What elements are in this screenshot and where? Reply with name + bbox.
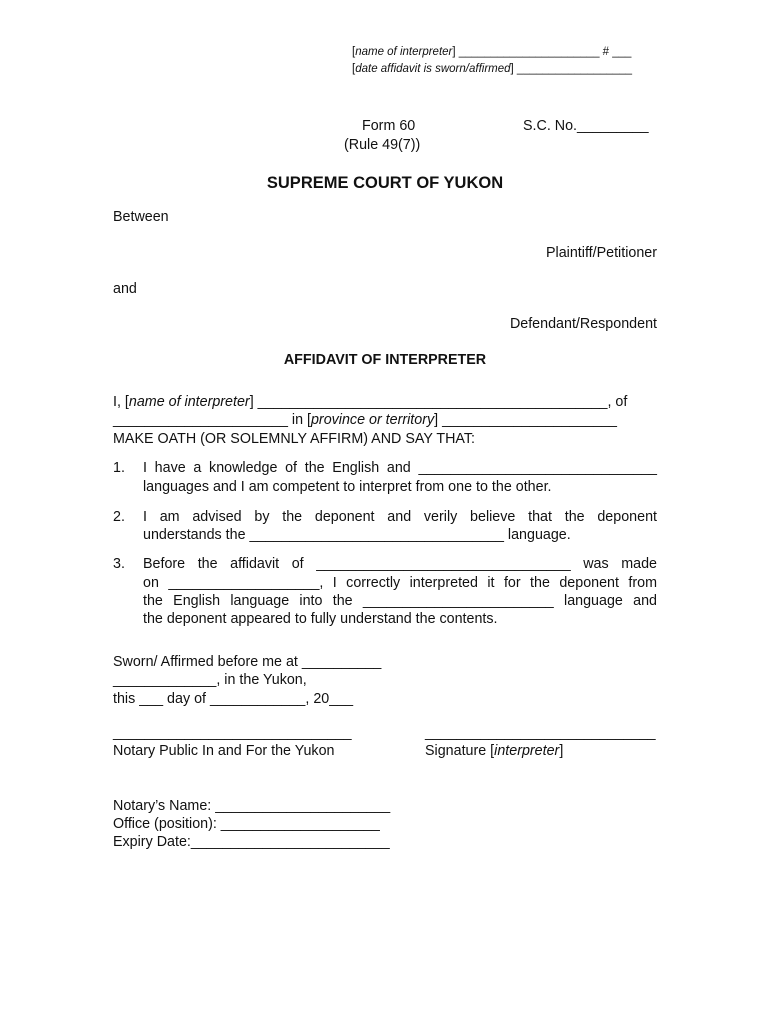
header-date-line: [date affidavit is sworn/affirmed] __________________ bbox=[352, 63, 633, 75]
item-3-line-2[interactable]: on ___________________, I correctly interpreted it for the deponent from bbox=[143, 575, 657, 591]
notary-name-field[interactable]: Notary’s Name: ______________________ bbox=[113, 798, 391, 814]
office-position-field[interactable]: Office (position): ____________________ bbox=[113, 816, 380, 832]
interpreter-signature-prefix: Signature [ bbox=[425, 743, 495, 759]
item-1-line-1[interactable]: I have a knowledge of the English and ______________________________ bbox=[143, 460, 657, 476]
item-2-line-2[interactable]: understands the ________________________________ language. bbox=[143, 527, 571, 543]
notary-signature-line[interactable]: ______________________________ bbox=[113, 725, 352, 741]
sworn-line-3[interactable]: this ___ day of ____________, 20___ bbox=[113, 691, 354, 707]
expiry-date-field[interactable]: Expiry Date:_________________________ bbox=[113, 834, 390, 850]
notary-signature-label: Notary Public In and For the Yukon bbox=[113, 743, 335, 759]
header-date-blank[interactable]: __________________ bbox=[516, 63, 633, 75]
sworn-line-2[interactable]: _____________, in the Yukon, bbox=[113, 672, 307, 688]
interpreter-signature-label-row bbox=[425, 743, 563, 759]
sc-number-field[interactable]: S.C. No._________ bbox=[523, 118, 649, 134]
item-number: 2. bbox=[113, 509, 125, 525]
defendant-label: Defendant/Respondent bbox=[509, 316, 657, 332]
intro-province-label: province or territory bbox=[310, 412, 435, 428]
affidavit-title: AFFIDAVIT OF INTERPRETER bbox=[283, 352, 487, 368]
form-number: Form 60 bbox=[362, 118, 416, 134]
item-3-line-4: the deponent appeared to fully understand the contents. bbox=[143, 611, 498, 627]
oath-statement: MAKE OATH (OR SOLEMNLY AFFIRM) AND SAY THAT: bbox=[113, 431, 475, 447]
header-date-label: date affidavit is sworn/affirmed bbox=[355, 63, 511, 75]
intro-name-line[interactable] bbox=[113, 394, 627, 410]
and-label: and bbox=[113, 281, 137, 297]
header-interpreter-label: name of interpreter bbox=[355, 46, 453, 58]
interpreter-signature-label: interpreter bbox=[494, 743, 560, 759]
intro-name-label: name of interpreter bbox=[128, 394, 250, 410]
plaintiff-label: Plaintiff/Petitioner bbox=[546, 245, 657, 261]
between-label: Between bbox=[113, 209, 169, 225]
header-interpreter-blank[interactable]: ______________________ # ___ bbox=[458, 46, 632, 58]
intro-province-blank[interactable]: ] ______________________ bbox=[434, 412, 618, 428]
interpreter-signature-line[interactable]: _____________________________ bbox=[425, 725, 656, 741]
sworn-line-1[interactable]: Sworn/ Affirmed before me at __________ bbox=[113, 654, 382, 670]
header-interpreter-line: [name of interpreter] ______________________ # ___ bbox=[352, 46, 632, 58]
court-title: SUPREME COURT OF YUKON bbox=[266, 174, 504, 192]
intro-prefix: I, [ bbox=[113, 394, 129, 410]
item-number: 3. bbox=[113, 556, 125, 572]
form-rule: (Rule 49(7)) bbox=[344, 137, 421, 153]
item-number: 1. bbox=[113, 460, 125, 476]
item-3-line-3[interactable]: the English language into the ________________________ language and bbox=[143, 593, 657, 609]
intro-name-blank[interactable]: ] ____________________________________________, of bbox=[249, 394, 628, 410]
intro-city-blank[interactable]: ______________________ in [ bbox=[113, 412, 311, 428]
interpreter-signature-suffix: ] bbox=[559, 743, 564, 759]
item-3-line-1[interactable]: Before the affidavit of ________________________________ was made bbox=[143, 556, 657, 572]
intro-province-line[interactable] bbox=[113, 412, 617, 428]
item-2-line-1: I am advised by the deponent and verily believe that the deponent bbox=[143, 509, 657, 525]
item-1-line-2: languages and I am competent to interpret from one to the other. bbox=[143, 479, 552, 495]
